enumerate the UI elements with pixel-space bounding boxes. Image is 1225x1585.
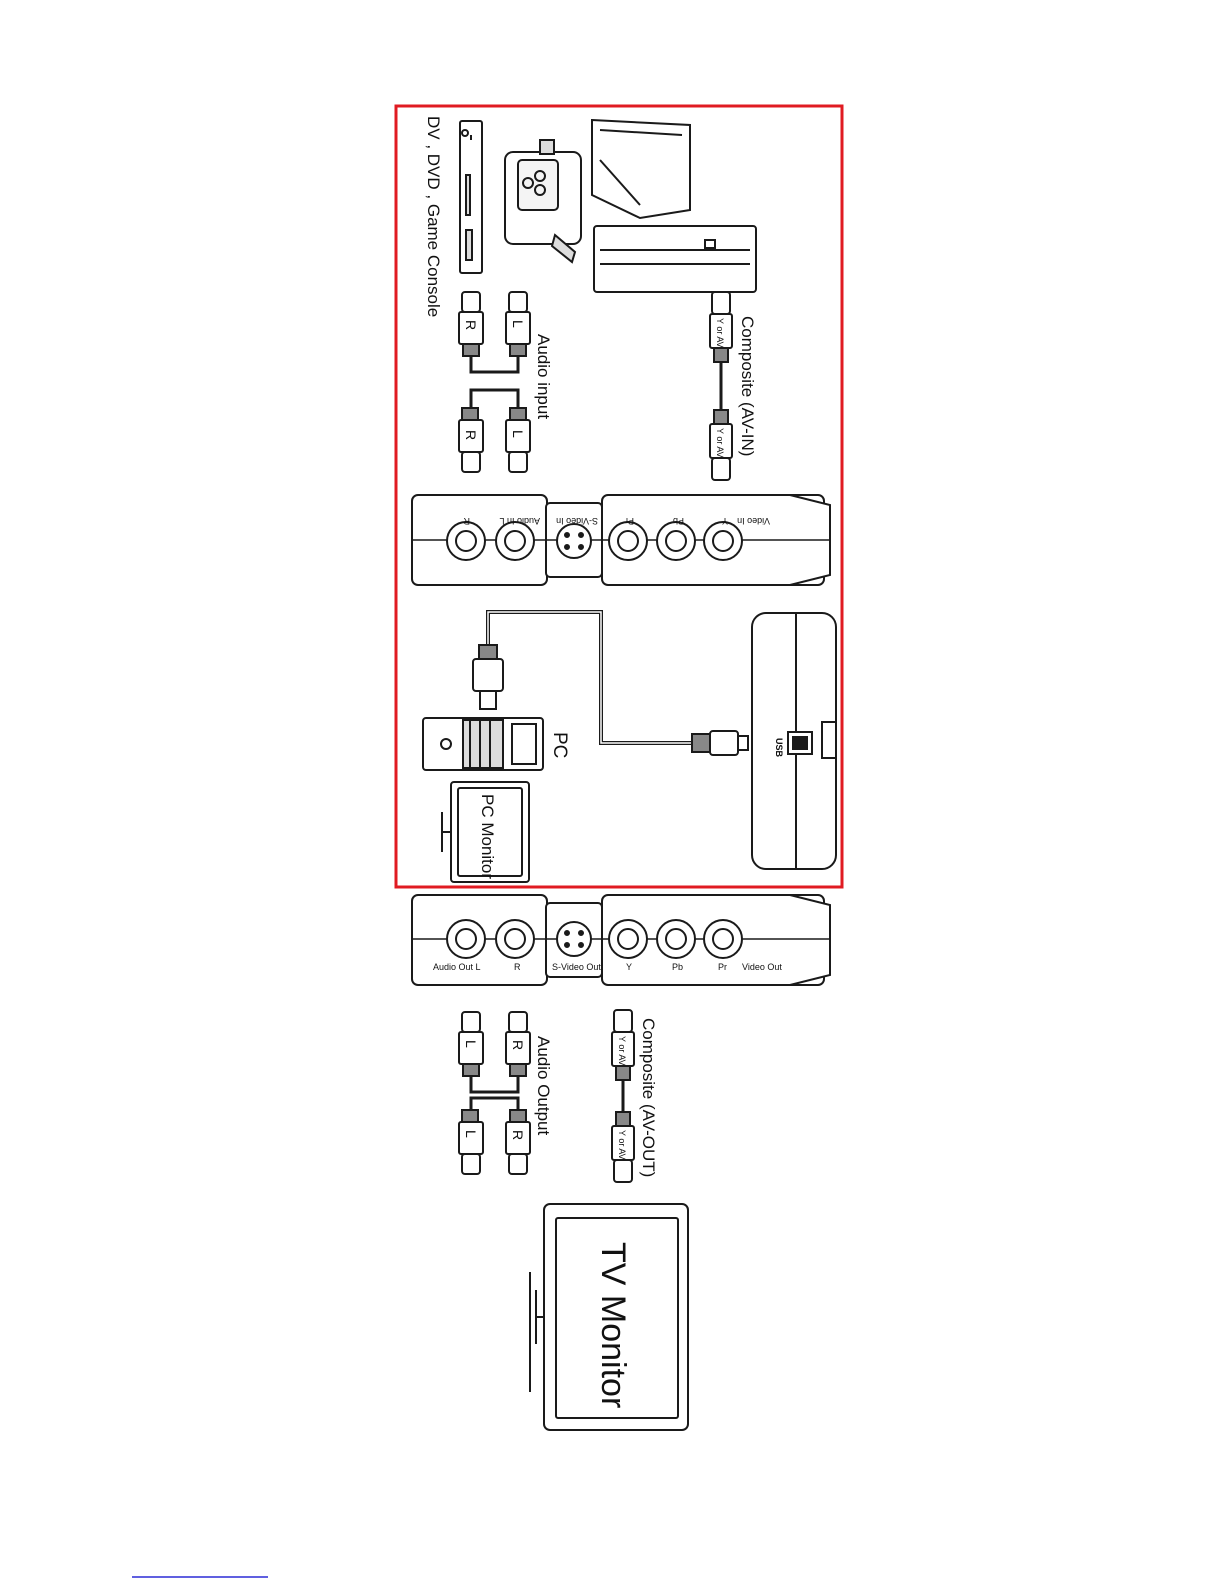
video-out-label: Video Out [742, 962, 782, 972]
audio-output-label: Audio Output [534, 1036, 553, 1136]
dvd-player-illustration [460, 121, 482, 273]
pc-tower-illustration [423, 718, 543, 770]
input-connector-panel [412, 495, 830, 585]
audio-in-l-label: Audio In L [499, 516, 540, 526]
input-y-label: Y [721, 516, 728, 526]
audio-output-cables [459, 1012, 530, 1174]
s-video-in-label: S-Video In [556, 516, 598, 526]
audio-in-plug-l1-label: L [510, 320, 526, 328]
audio-in-plug-r1-label: R [463, 320, 479, 331]
input-pr-label: Pr [625, 516, 634, 526]
composite-in-plug-1-label: Y or AV [715, 318, 725, 348]
audio-in-plug-r2-label: R [463, 430, 479, 441]
pc-label: PC [549, 732, 570, 759]
composite-out-plug-1-label: Y or AV [617, 1036, 627, 1066]
game-console-illustration [592, 120, 756, 292]
audio-input-cables [459, 292, 530, 472]
usb-device-box [752, 613, 836, 869]
pc-monitor-label: PC Monitor [478, 794, 497, 880]
output-y-label: Y [626, 962, 633, 972]
audio-out-plug-l2-label: L [463, 1130, 479, 1138]
audio-input-label: Audio input [534, 334, 553, 420]
camcorder-illustration [505, 140, 581, 262]
output-pr-label: Pr [718, 962, 727, 972]
input-pb-label: Pb [672, 516, 684, 526]
composite-out-label: Composite (AV-OUT) [639, 1018, 658, 1178]
output-r-label: R [514, 962, 521, 972]
video-in-label: Video In [737, 516, 770, 526]
audio-out-l-label: Audio Out L [433, 962, 481, 972]
composite-in-label: Composite (AV-IN) [738, 316, 757, 457]
composite-out-plug-2-label: Y or AV [617, 1130, 627, 1160]
audio-out-plug-r2-label: R [510, 1130, 526, 1141]
tv-monitor-label: TV Monitor [594, 1242, 632, 1409]
composite-in-plug-2-label: Y or AV [715, 428, 725, 458]
usb-label: USB [774, 738, 784, 758]
audio-out-plug-r1-label: R [510, 1040, 526, 1051]
audio-in-plug-l2-label: L [510, 430, 526, 438]
output-pb-label: Pb [672, 962, 684, 972]
audio-out-plug-l1-label: L [463, 1040, 479, 1048]
input-r-label: R [463, 516, 470, 526]
source-devices-label: DV , DVD , Game Console [424, 116, 443, 318]
s-video-out-label: S-Video Out [552, 962, 601, 972]
